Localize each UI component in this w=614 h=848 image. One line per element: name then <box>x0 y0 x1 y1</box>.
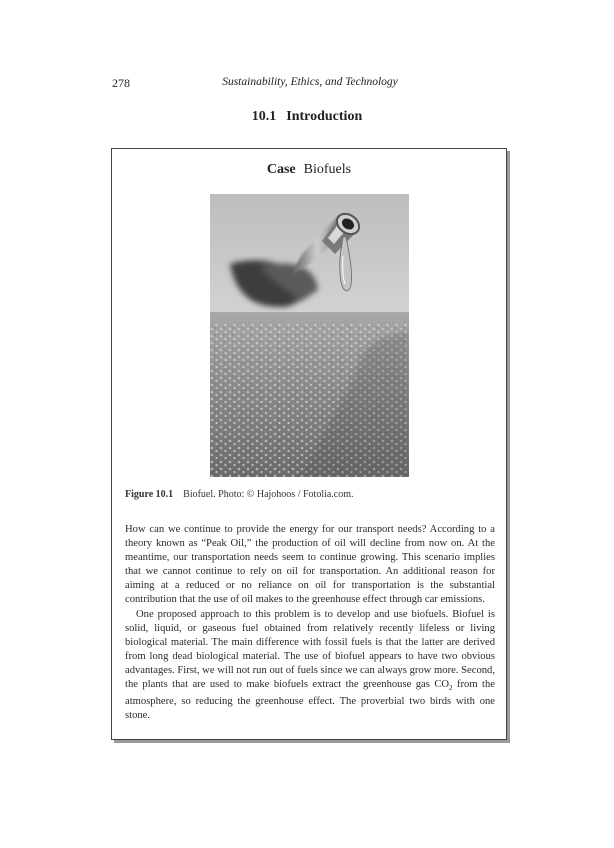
case-label: Case <box>266 162 296 177</box>
co2-subscript: 2 <box>449 684 453 693</box>
paragraph-2-text-a: One proposed approach to this problem is to develop and use biofuels. Biofuel is solid, liquid, or gaseous fuel obtained from relatively recently lifeless or living biological material. The main difference with fossil fuels is that the latter are derived from long dead biological material. The use of biofuel appears to have two obvious advantages. First, we will not run out of fuels since we can always grow more. Second, the plants that are used to make biofuels extract the greenhouse gas CO <box>125 608 495 691</box>
section-number: 10.1 <box>251 109 277 124</box>
paragraph-2 <box>125 608 495 724</box>
section-title: Introduction <box>286 109 363 124</box>
paragraph-1: How can we continue to provide the energy for our transport needs? According to a theory known as “Peak Oil,” the production of oil will decline from now on. At the meantime, our transportation needs seem to continue growing. This scenario implies that we cannot continue to rely on oil for transportation. An additional reason for aiming at a reduced or no reliance on oil for transportation is the substantial contribution that the use of oil makes to the greenhouse effect through car emissions. <box>125 524 495 606</box>
fuel-nozzle-field-image <box>210 194 409 477</box>
section-heading <box>0 109 614 125</box>
case-title: Biofuels <box>303 162 352 177</box>
figure-caption-text: Biofuel. Photo: © Hajohoos / Fotolia.com. <box>183 489 354 500</box>
paragraph-2-text-b: from the atmosphere, so reducing the greenhouse effect. The proverbial two birds with one stone. <box>125 679 495 722</box>
figure-biofuel-photo <box>210 194 409 477</box>
page-number: 278 <box>112 76 130 90</box>
case-box <box>111 148 507 740</box>
running-head: Sustainability, Ethics, and Technology <box>222 76 398 88</box>
case-body <box>125 523 495 723</box>
case-heading <box>112 162 506 178</box>
figure-label: Figure 10.1 <box>125 489 174 500</box>
figure-caption <box>125 489 354 500</box>
